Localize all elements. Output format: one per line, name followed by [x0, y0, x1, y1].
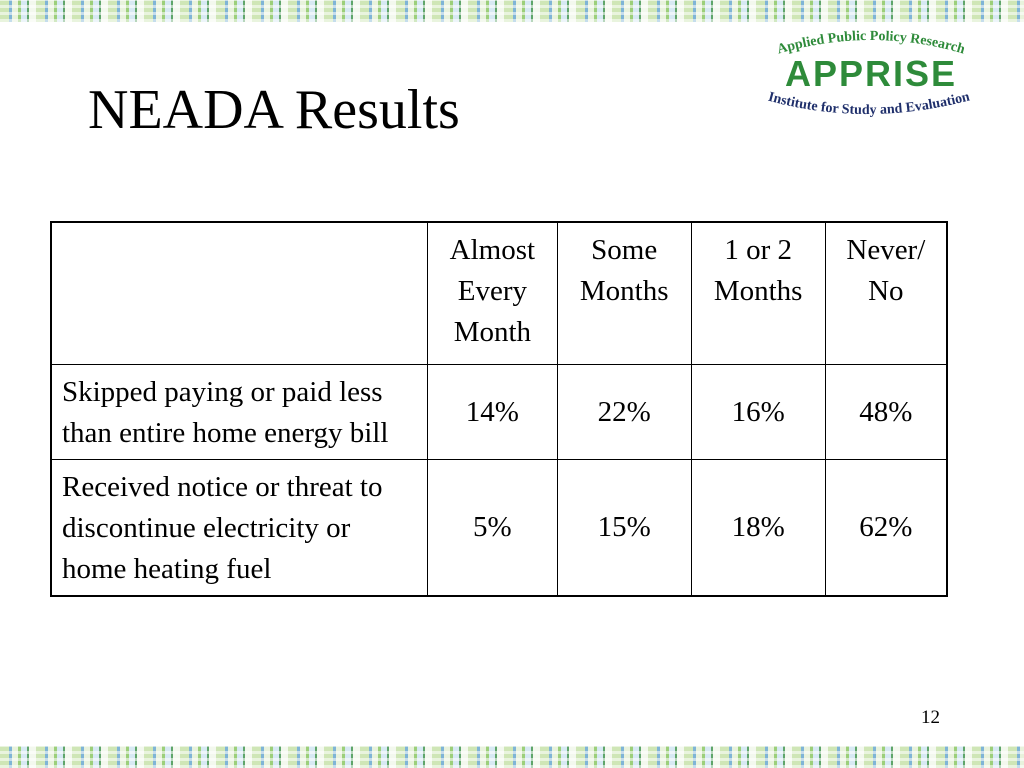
slide-title: NEADA Results	[88, 79, 460, 141]
table-row	[51, 365, 947, 460]
table-row	[51, 460, 947, 597]
column-header-line: Almost	[449, 234, 536, 266]
cell-value: 15%	[557, 460, 691, 597]
logo-top-text: Applied Public Policy Research	[775, 28, 967, 58]
column-header-1-or-2-months	[691, 222, 825, 365]
column-header-line: No	[868, 275, 904, 307]
bottom-decorative-band	[0, 746, 1024, 768]
column-header-some-months	[557, 222, 691, 365]
column-header-almost-every-month	[428, 222, 558, 365]
cell-value: 48%	[825, 365, 947, 460]
column-header-line: Months	[579, 275, 669, 307]
cell-value: 5%	[428, 460, 558, 597]
cell-value: 18%	[691, 460, 825, 597]
cell-value: 62%	[825, 460, 947, 597]
table-header-row	[51, 222, 947, 365]
row-label-skipped-paying: Skipped paying or paid less than entire home energy bill	[51, 365, 428, 460]
column-header-never-no	[825, 222, 947, 365]
cell-value: 22%	[557, 365, 691, 460]
logo-name: APPRISE	[784, 53, 958, 94]
column-header-line: 1 or 2	[724, 234, 792, 266]
column-header-line: Never/	[846, 234, 926, 266]
top-decorative-band	[0, 0, 1024, 22]
apprise-logo	[735, 22, 1007, 132]
page-number: 12	[921, 707, 940, 728]
cell-value: 16%	[691, 365, 825, 460]
column-header-line: Some	[591, 234, 658, 266]
column-header-line: Every	[457, 275, 527, 307]
logo-bottom-text: Institute for Study and Evaluation	[766, 89, 972, 119]
column-header-line: Months	[713, 275, 803, 307]
column-header-line: Month	[453, 316, 532, 348]
table-header-blank	[51, 222, 428, 365]
cell-value: 14%	[428, 365, 558, 460]
results-table	[50, 221, 948, 597]
row-label-received-notice: Received notice or threat to discontinue electricity or home heating fuel	[51, 460, 428, 597]
